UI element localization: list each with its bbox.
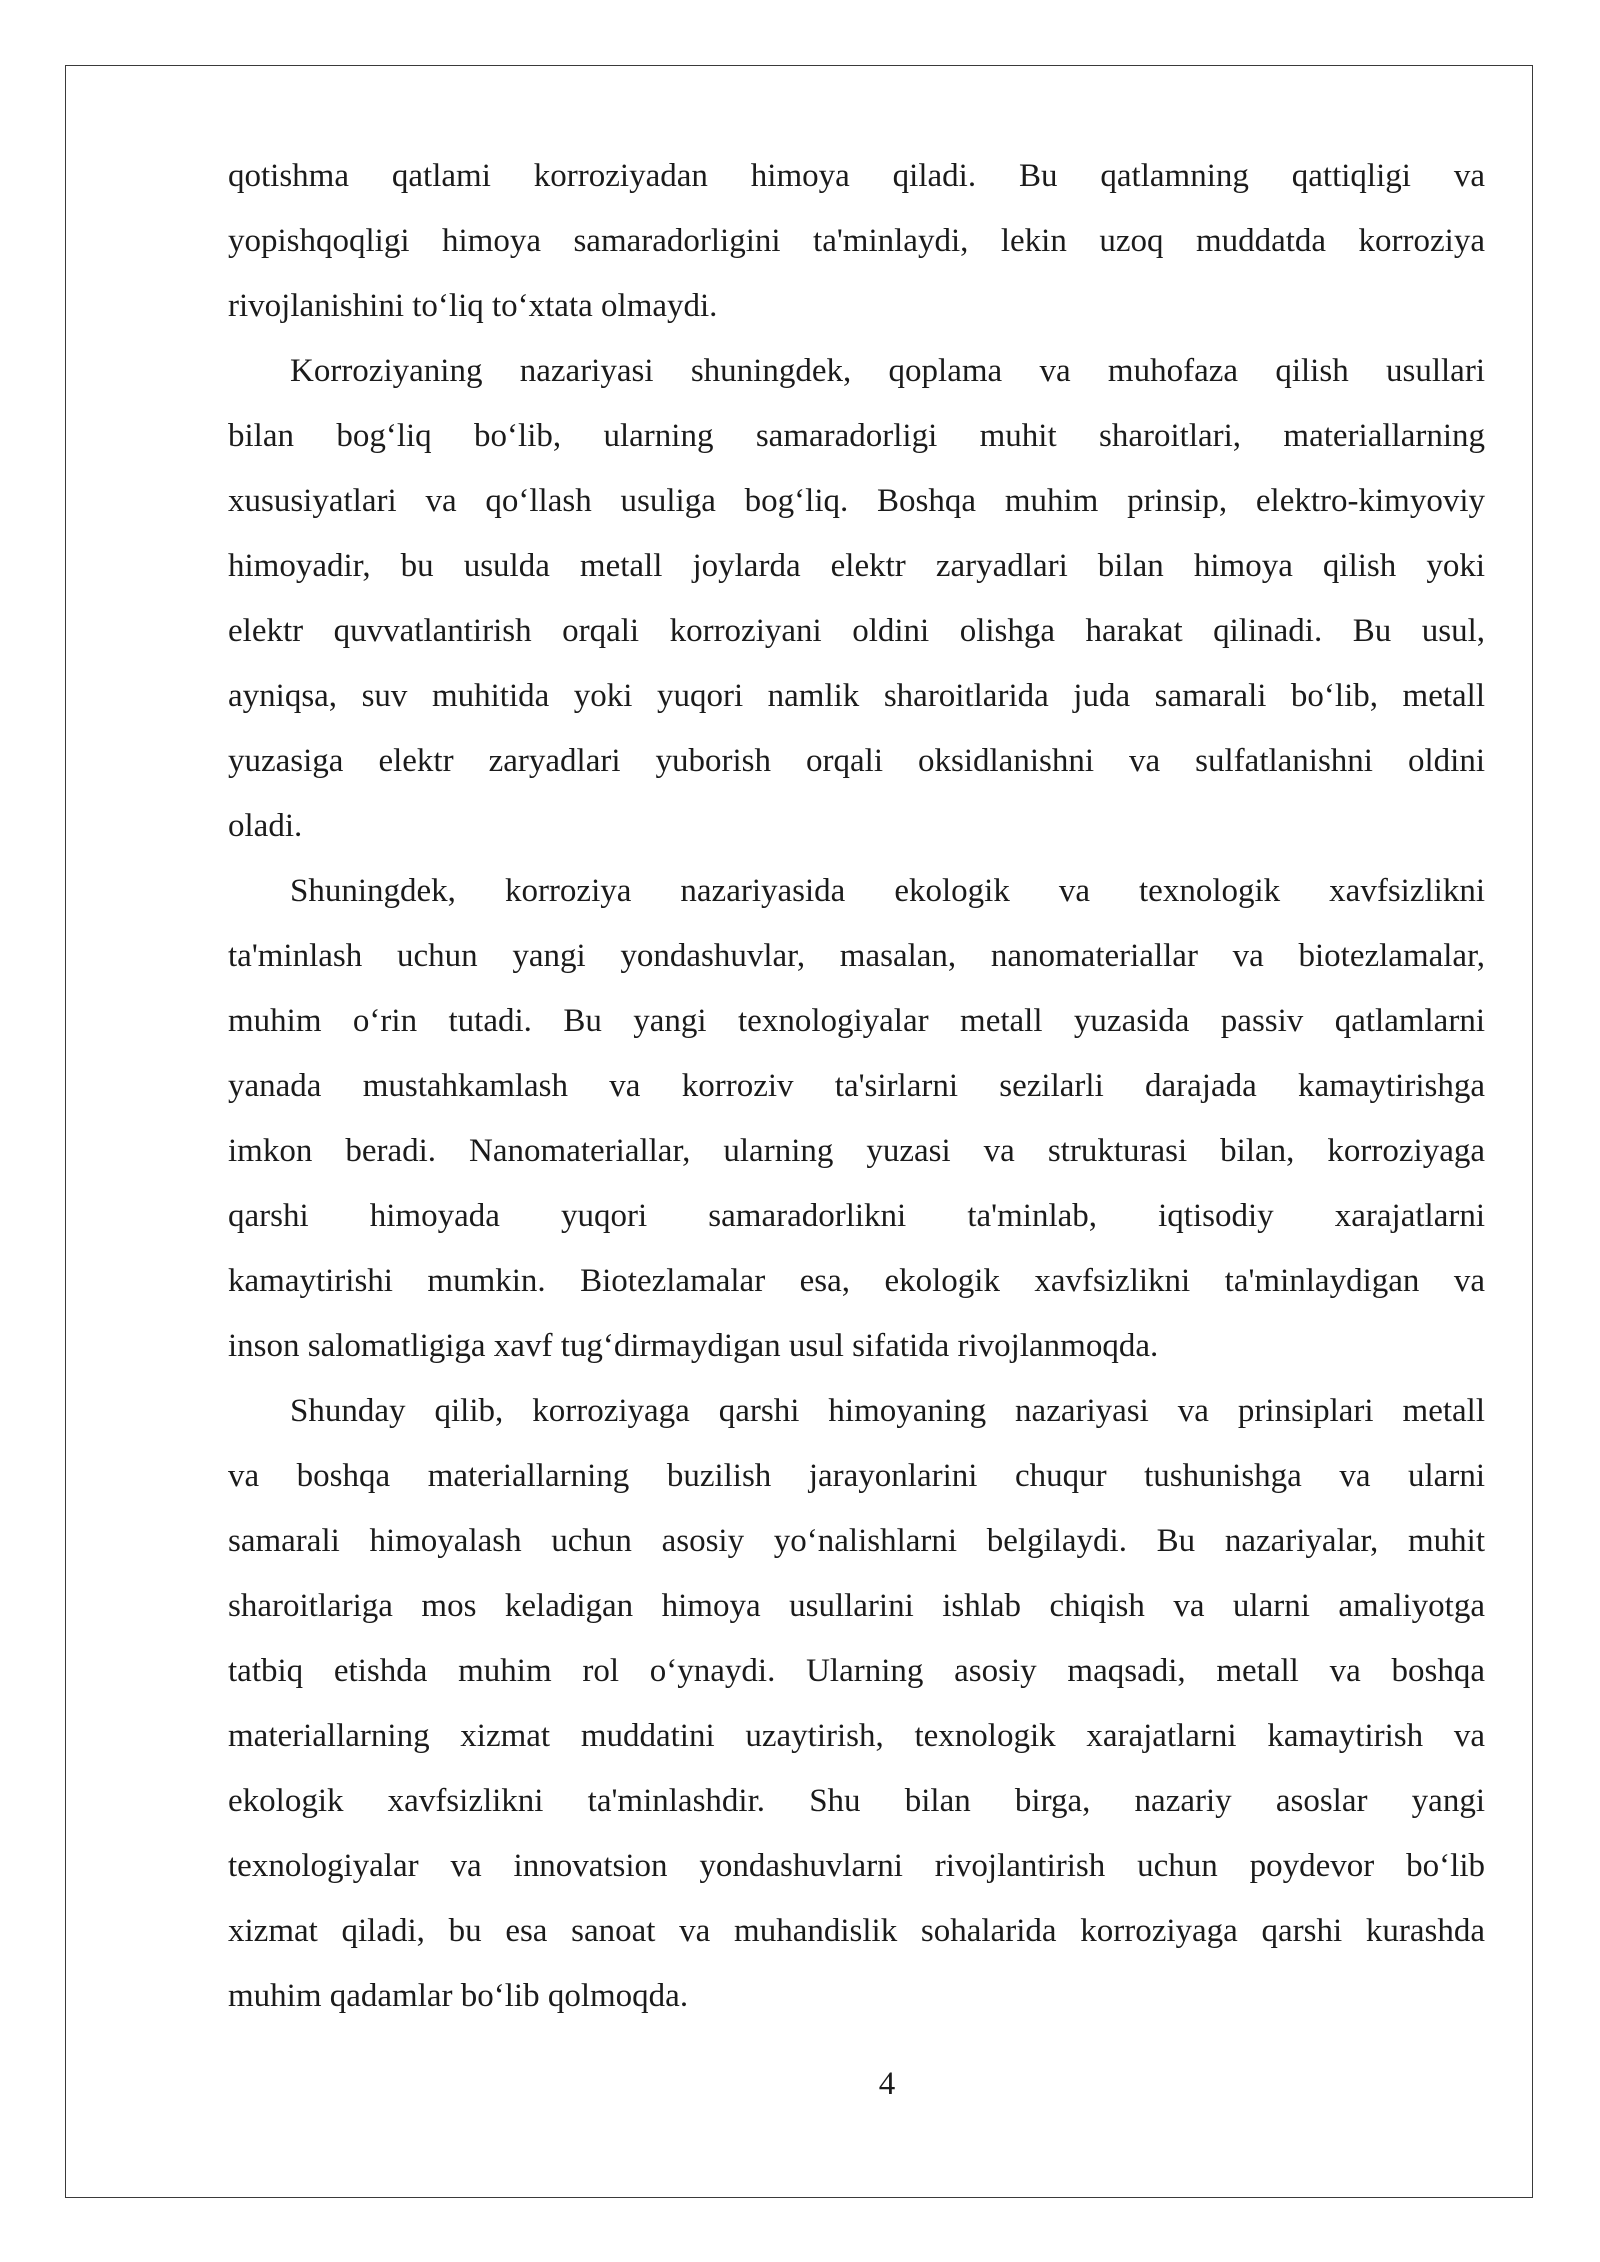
paragraph-line: va boshqa materiallarning buzilish jarayonlarini chuqur tushunishga va ularni bbox=[228, 1458, 1485, 1494]
paragraph-line: Shuningdek, korroziya nazariyasida ekologik va texnologik xavfsizlikni bbox=[290, 873, 1485, 909]
paragraph-line: tatbiq etishda muhim rol o‘ynaydi. Ularning asosiy maqsadi, metall va boshqa bbox=[228, 1653, 1485, 1689]
paragraph-line: yuzasiga elektr zaryadlari yuborish orqali oksidlanishni va sulfatlanishni oldini bbox=[228, 743, 1485, 779]
paragraph-line: yanada mustahkamlash va korroziv ta'sirlarni sezilarli darajada kamaytirishga bbox=[228, 1068, 1485, 1104]
paragraph-line: qarshi himoyada yuqori samaradorlikni ta'minlab, iqtisodiy xarajatlarni bbox=[228, 1198, 1485, 1234]
page-number: 4 bbox=[878, 2066, 896, 2102]
paragraph-line: muhim o‘rin tutadi. Bu yangi texnologiyalar metall yuzasida passiv qatlamlarni bbox=[228, 1003, 1485, 1039]
paragraph-line: inson salomatligiga xavf tug‘dirmaydigan usul sifatida rivojlanmoqda. bbox=[228, 1328, 1159, 1364]
paragraph-line: materiallarning xizmat muddatini uzaytirish, texnologik xarajatlarni kamaytirish va bbox=[228, 1718, 1485, 1754]
paragraph-4 bbox=[228, 1379, 1485, 2029]
paragraph-line: himoyadir, bu usulda metall joylarda elektr zaryadlari bilan himoya qilish yoki bbox=[228, 548, 1485, 584]
paragraph-line: xususiyatlari va qo‘llash usuliga bog‘liq. Boshqa muhim prinsip, elektro-kimyoviy bbox=[228, 483, 1485, 519]
paragraph-line: ekologik xavfsizlikni ta'minlashdir. Shu bilan birga, nazariy asoslar yangi bbox=[228, 1783, 1485, 1819]
paragraph-2 bbox=[228, 339, 1485, 859]
paragraph-line: sharoitlariga mos keladigan himoya usullarini ishlab chiqish va ularni amaliyotga bbox=[228, 1588, 1485, 1624]
paragraph-line: ta'minlash uchun yangi yondashuvlar, masalan, nanomateriallar va biotezlamalar, bbox=[228, 938, 1485, 974]
paragraph-line: Shunday qilib, korroziyaga qarshi himoyaning nazariyasi va prinsiplari metall bbox=[290, 1393, 1485, 1429]
paragraph-line: bilan bog‘liq bo‘lib, ularning samaradorligi muhit sharoitlari, materiallarning bbox=[228, 418, 1485, 454]
paragraph-line: ayniqsa, suv muhitida yoki yuqori namlik sharoitlarida juda samarali bo‘lib, metall bbox=[228, 678, 1485, 714]
paragraph-line: xizmat qiladi, bu esa sanoat va muhandislik sohalarida korroziyaga qarshi kurashda bbox=[228, 1913, 1485, 1949]
paragraph-3 bbox=[228, 859, 1485, 1379]
paragraph-line: yopishqoqligi himoya samaradorligini ta'minlaydi, lekin uzoq muddatda korroziya bbox=[228, 223, 1485, 259]
paragraph-line: rivojlanishini to‘liq to‘xtata olmaydi. bbox=[228, 288, 718, 324]
paragraph-line: samarali himoyalash uchun asosiy yo‘nalishlarni belgilaydi. Bu nazariyalar, muhit bbox=[228, 1523, 1485, 1559]
paragraph-line: elektr quvvatlantirish orqali korroziyani oldini olishga harakat qilinadi. Bu usul, bbox=[228, 613, 1485, 649]
paragraph-1 bbox=[228, 144, 1485, 339]
paragraph-line: imkon beradi. Nanomateriallar, ularning yuzasi va strukturasi bilan, korroziyaga bbox=[228, 1133, 1485, 1169]
document-body bbox=[228, 144, 1485, 2029]
paragraph-line: kamaytirishi mumkin. Biotezlamalar esa, ekologik xavfsizlikni ta'minlaydigan va bbox=[228, 1263, 1485, 1299]
paragraph-line: oladi. bbox=[228, 808, 303, 844]
paragraph-line: texnologiyalar va innovatsion yondashuvlarni rivojlantirish uchun poydevor bo‘lib bbox=[228, 1848, 1485, 1884]
paragraph-line: qotishma qatlami korroziyadan himoya qiladi. Bu qatlamning qattiqligi va bbox=[228, 158, 1485, 194]
paragraph-line: muhim qadamlar bo‘lib qolmoqda. bbox=[228, 1978, 689, 2014]
paragraph-line: Korroziyaning nazariyasi shuningdek, qoplama va muhofaza qilish usullari bbox=[290, 353, 1485, 389]
